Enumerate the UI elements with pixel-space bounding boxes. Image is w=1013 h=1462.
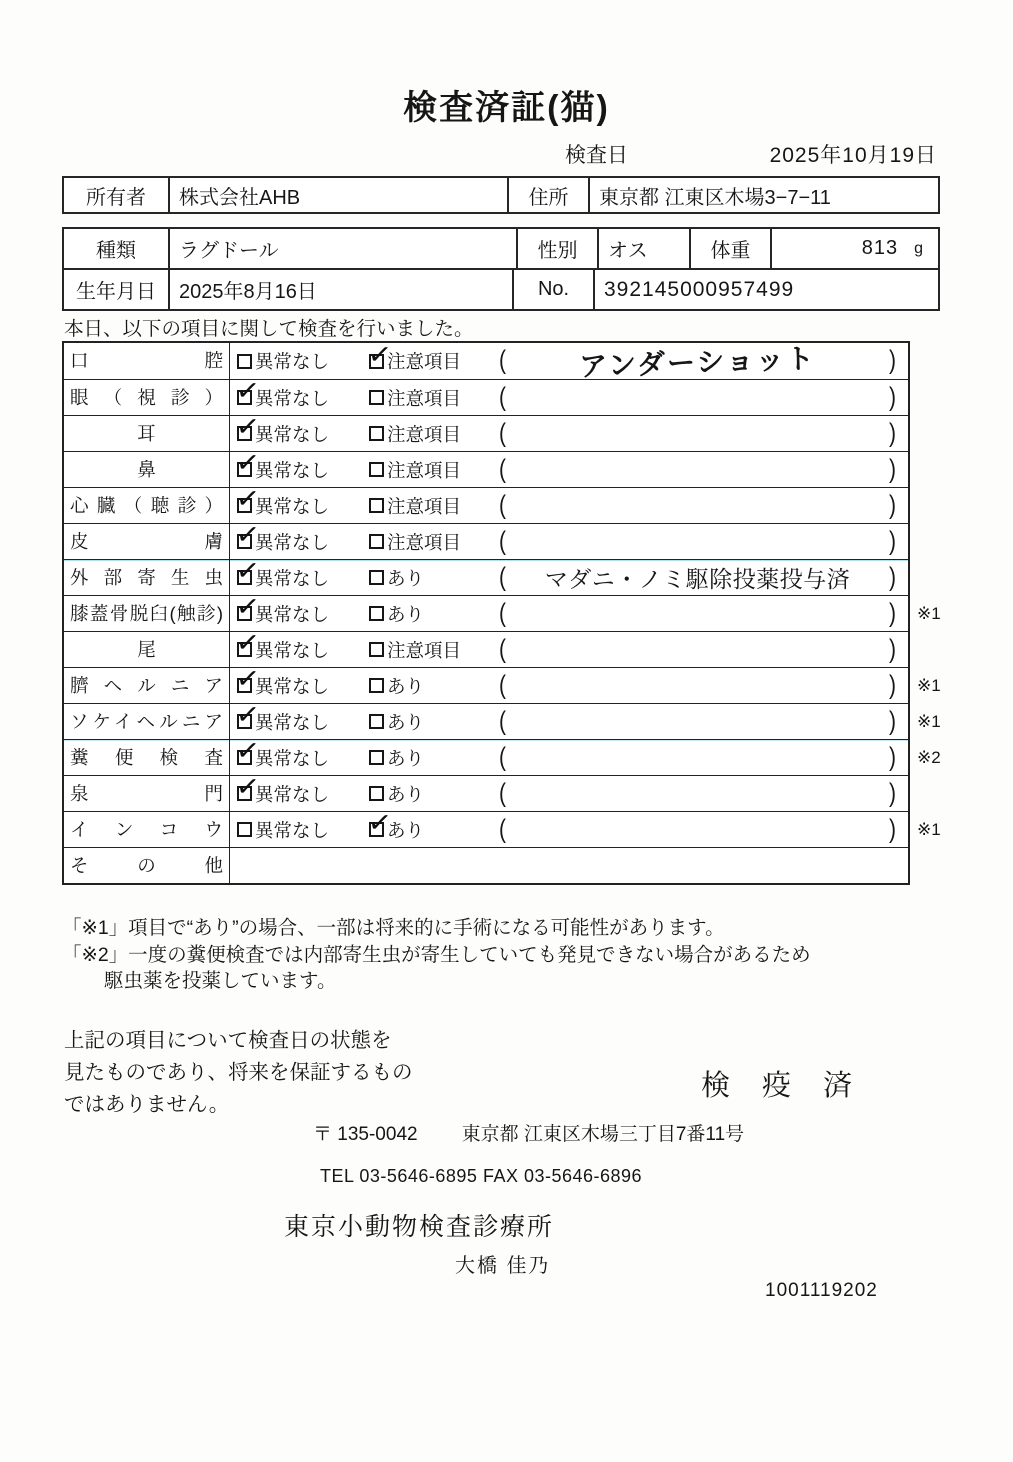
checklist-row [64,661,941,703]
checkbox-group-normal [234,697,369,735]
checkbox-icon-attention [369,606,384,621]
checklist-row [64,517,908,559]
owner-value: 株式会社AHB [168,178,507,212]
inspection-date-label: 検査日 [565,144,628,167]
checkbox-group-normal [234,517,369,555]
remarks-field [493,814,908,844]
sex-value: オス [597,229,689,268]
checkbox-label-normal: 異常なし [255,351,330,372]
disclaimer-paragraph [64,1025,413,1121]
checkbox-group-normal [237,348,369,374]
pet-row-1 [64,229,938,268]
checkbox-icon-normal [234,553,262,588]
exam-row-body [230,589,908,631]
exam-row-body [230,445,908,487]
clinic-name: 東京小動物検査診療所 [284,1213,555,1241]
footnote-mark: ※1 [917,675,941,695]
checkbox-label-normal: 異常なし [255,639,330,661]
exam-row-body [230,337,908,383]
exam-row-body [230,553,908,595]
close-paren: ) [889,778,896,808]
sex-label: 性別 [516,229,597,268]
checkbox-icon-normal [234,769,262,804]
checkbox-group-attention [369,385,493,411]
checkbox-icon-normal [234,409,262,444]
checkbox-group-normal [234,445,369,483]
number-label: No. [512,270,593,309]
checkbox-group-normal [234,409,369,447]
checkbox-icon-normal [234,661,262,696]
checkbox-label-normal: 異常なし [255,423,330,445]
close-paren: ) [889,454,896,484]
page-title: 検査済証(猫) [403,89,610,127]
checkbox-icon-normal [234,697,262,732]
checkbox-label-attention: 注意項目 [387,531,462,553]
remarks-field [493,561,908,594]
checkbox-group-normal [234,589,369,627]
checkbox-icon-attention [366,805,394,840]
footnote-mark: ※1 [917,819,941,839]
checkbox-group-attention [369,637,493,663]
checkbox-icon-normal [234,445,262,480]
checklist-row [64,481,908,523]
checkbox-icon-normal [234,481,262,516]
checklist-row [64,733,941,775]
remarks-field [493,341,908,381]
clinic-address: 東京都 江東区木場三丁目7番11号 [461,1124,745,1145]
pet-table [62,227,940,311]
disclaimer-line-3: ではありません。 [64,1093,230,1116]
close-paren: ) [889,706,896,736]
open-paren: ( [499,742,506,772]
checkbox-group-attention [369,745,493,771]
exam-row-body [230,625,908,667]
open-paren: ( [499,526,506,556]
checkbox-label-normal: 異常なし [255,531,330,553]
disclaimer-line-1: 上記の項目について検査日の状態を [64,1029,392,1052]
owner-row [64,178,938,212]
open-paren: ( [499,454,506,484]
checkbox-group-normal [234,733,369,771]
close-paren: ) [889,670,896,700]
checkbox-label-attention: あり [387,711,425,733]
clinic-tel-fax: TEL 03-5646-6895 FAX 03-5646-6896 [320,1166,643,1186]
checkbox-label-attention: あり [387,675,425,697]
remarks-value: マダニ・ノミ駆除投薬投与済 [544,566,851,592]
open-paren: ( [499,382,506,412]
exam-item-label: インコウ [64,812,230,847]
exam-row-body [230,409,908,451]
checklist-row [64,553,908,595]
checkbox-icon-normal [234,733,262,768]
exam-item-label: 鼻 [64,452,230,487]
exam-row-body [230,481,908,523]
close-paren: ) [889,382,896,412]
checkbox-icon-attention [369,534,384,549]
checkbox-label-normal: 異常なし [255,387,330,409]
microchip-number: 392145000957499 [593,270,938,309]
checkbox-label-normal: 異常なし [255,603,330,625]
owner-table [62,176,940,214]
open-paren: ( [499,706,506,736]
checkbox-group-normal [234,625,369,663]
owner-label: 所有者 [86,186,146,209]
checklist-row [64,409,908,451]
checklist-row [64,445,908,487]
checkbox-group-attention [369,421,493,447]
exam-row-body [230,517,908,559]
checkbox-icon-attention [366,337,394,371]
weight-number: 813 [861,237,899,259]
exam-item-label: 口腔 [64,343,230,379]
clinic-postal-code: 〒 135-0042 [313,1124,418,1145]
checkbox-label-attention: 注意項目 [387,423,462,445]
exam-row-body [230,373,908,415]
checkbox-label-attention: あり [387,747,425,769]
exam-row-body [230,848,908,883]
exam-row-body [230,769,908,811]
exam-item-label: 眼（視診） [64,380,230,415]
checkmark-icon: ✓ [234,589,262,624]
footnotes [62,915,811,995]
open-paren: ( [499,634,506,664]
checkbox-group-attention [369,493,493,519]
checkbox-group-normal [234,481,369,519]
checkbox-label-normal: 異常なし [255,459,330,481]
checkbox-group-attention [369,709,493,735]
remarks-value: アンダーショット [578,342,817,383]
exam-row-body [230,661,908,703]
remarks-field [493,490,908,520]
checkbox-label-attention: 注意項目 [387,495,462,517]
checkmark-icon: ✓ [234,733,262,768]
checklist-row [64,337,908,383]
checkbox-label-normal: 異常なし [255,567,330,589]
checklist-row [64,769,908,811]
birthdate-value: 2025年8月16日 [168,270,512,309]
exam-item-label: 外部寄生虫 [64,560,230,595]
close-paren: ) [889,742,896,772]
checkbox-icon-normal [237,822,252,837]
checkbox-group-normal [234,661,369,699]
breed-value: ラグドール [168,229,516,268]
exam-item-label: 糞便検査 [64,740,230,775]
checkbox-label-attention: あり [387,819,425,841]
close-paren: ) [889,598,896,628]
weight-value [770,229,938,268]
remarks-field [493,706,908,736]
checkmark-icon: ✓ [234,625,262,660]
footnote-2-continued: 駆虫薬を投薬しています。 [104,970,337,992]
checkbox-icon-normal [234,589,262,624]
address-value: 東京都 江東区木場3−7−11 [588,178,938,212]
checkbox-icon-attention [369,498,384,513]
checkbox-icon-normal [234,625,262,660]
remarks-field [493,526,908,556]
remarks-field [493,634,908,664]
address-label: 住所 [507,178,588,212]
weight-label: 体重 [689,229,770,268]
checkbox-icon-attention [369,426,384,441]
checkbox-group-attention [369,601,493,627]
checkbox-label-normal: 異常なし [255,495,330,517]
checkmark-icon: ✓ [234,445,262,480]
exam-item-label: ソケイヘルニア [64,704,230,739]
remarks-field [493,454,908,484]
checklist-row [64,373,908,415]
inspection-date-value: 2025年10月19日 [769,144,937,167]
checkbox-group-normal [234,769,369,807]
exam-item-label: 皮膚 [64,524,230,559]
open-paren: ( [499,778,506,808]
checkmark-icon: ✓ [234,409,262,444]
remarks-field [493,382,908,412]
checkbox-icon-attention [369,642,384,657]
checkmark-icon: ✓ [366,805,394,840]
checkbox-group-normal [234,553,369,591]
checklist-row [64,625,908,667]
close-paren: ) [889,346,896,375]
disclaimer-line-2: 見たものであり、将来を保証するもの [64,1061,413,1084]
checkmark-icon: ✓ [366,337,394,371]
footnote-2: 「※2」一度の糞便検査では内部寄生虫が寄生していても発見できない場合があるため [62,943,811,966]
exam-item-label: 尾 [64,632,230,667]
open-paren: ( [499,814,506,844]
checklist-row [64,697,941,739]
remarks-field [493,670,908,700]
birthdate-label: 生年月日 [76,281,156,303]
close-paren: ) [889,634,896,664]
checkmark-icon: ✓ [234,769,262,804]
checkmark-icon: ✓ [234,553,262,588]
pet-row-2 [64,268,938,309]
checkbox-group-attention [369,457,493,483]
checkmark-icon: ✓ [234,661,262,696]
checkbox-label-normal: 異常なし [255,783,330,805]
close-paren: ) [889,490,896,520]
checkbox-label-normal: 異常なし [255,711,330,733]
exam-item-label: 臍ヘルニア [64,668,230,703]
checkbox-label-attention: あり [387,567,425,589]
checkbox-icon-attention [369,786,384,801]
open-paren: ( [499,670,506,700]
veterinarian-name: 大橋 佳乃 [455,1255,551,1277]
checkbox-label-attention: あり [387,783,425,805]
checkbox-group-normal [234,373,369,411]
open-paren: ( [499,490,506,520]
footnote-mark: ※2 [917,747,941,767]
remarks-field [493,742,908,772]
checkbox-group-attention [369,529,493,555]
exam-item-label: 膝蓋骨脱臼(触診) [64,596,230,631]
weight-unit: g [914,239,923,257]
open-paren: ( [499,562,506,592]
exam-item-label: その他 [64,848,230,883]
checkbox-icon-normal [237,354,252,369]
quarantine-passed-stamp: 検 疫 済 [701,1070,865,1102]
checkbox-group-attention [366,337,493,374]
remarks-field [493,418,908,448]
footnote-mark: ※1 [917,711,941,731]
checkbox-icon-normal [234,517,262,552]
exam-row-body [230,733,908,775]
checkbox-label-attention: 注意項目 [387,639,462,661]
checkbox-icon-attention [369,462,384,477]
close-paren: ) [889,418,896,448]
checkbox-label-attention: 注意項目 [387,351,462,372]
checkbox-icon-attention [369,678,384,693]
breed-label: 種類 [96,240,136,262]
checkbox-label-attention: 注意項目 [387,459,462,481]
checkbox-icon-attention [369,570,384,585]
checklist-row [64,589,941,631]
checkbox-label-normal: 異常なし [255,819,330,841]
checkbox-group-normal [237,817,369,843]
exam-row-body [230,805,908,847]
remarks-field [493,598,908,628]
checklist-row [64,805,941,847]
footnote-mark: ※1 [917,603,941,623]
document-code: 1001119202 [765,1280,878,1301]
close-paren: ) [889,562,896,592]
open-paren: ( [499,346,506,375]
open-paren: ( [499,598,506,628]
checkbox-group-attention [369,565,493,591]
checklist-row [64,847,908,883]
exam-row-body [230,697,908,739]
checkbox-group-attention [366,805,493,843]
exam-checklist-table [62,337,941,885]
intro-text: 本日、以下の項目に関して検査を行いました。 [64,318,474,340]
checkbox-icon-attention [369,390,384,405]
footnote-1: 「※1」項目で“あり”の場合、一部は将来的に手術になる可能性があります。 [62,917,725,939]
checkmark-icon: ✓ [234,517,262,552]
checkbox-label-normal: 異常なし [255,675,330,697]
checkmark-icon: ✓ [234,373,262,408]
clinic-address-line [313,1119,744,1146]
exam-item-label: 耳 [64,416,230,451]
checkbox-label-attention: 注意項目 [387,387,462,409]
checkmark-icon: ✓ [234,481,262,516]
checkbox-group-attention [369,673,493,699]
checkbox-icon-normal [234,373,262,408]
remarks-field [493,778,908,808]
checkbox-icon-attention [369,714,384,729]
exam-item-label: 心臓（聴診） [64,488,230,523]
checkbox-label-normal: 異常なし [255,747,330,769]
checkmark-icon: ✓ [234,697,262,732]
close-paren: ) [889,526,896,556]
close-paren: ) [889,814,896,844]
checkbox-icon-attention [369,750,384,765]
exam-item-label: 泉門 [64,776,230,811]
checkbox-label-attention: あり [387,603,425,625]
open-paren: ( [499,418,506,448]
checkbox-group-attention [369,781,493,807]
